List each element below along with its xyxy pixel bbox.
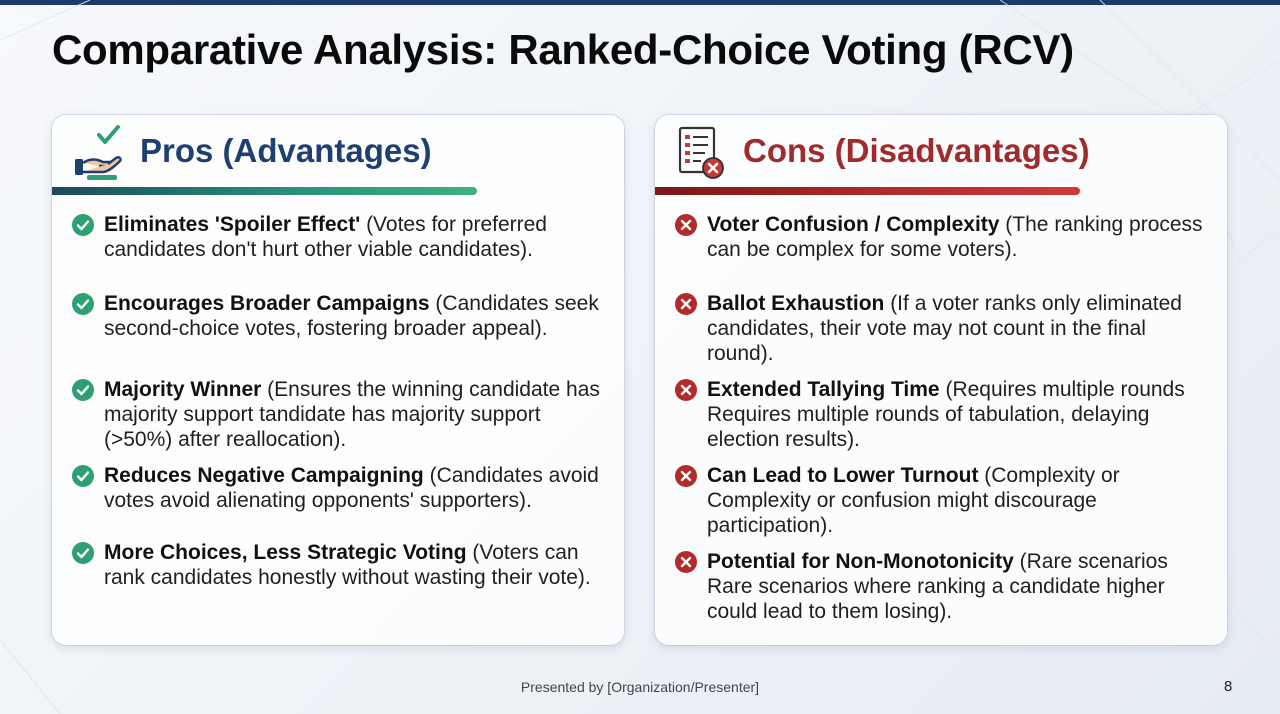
slide-title: Comparative Analysis: Ranked-Choice Voting (RCV): [52, 26, 1074, 73]
cons-item-detail: (Rare scenarios Rare scenarios where ranking a candidate higher could lead to them losing).: [707, 550, 1168, 623]
pros-item-detail: (Candidates avoid votes avoid alienating opponents' supporters).: [104, 464, 599, 512]
pros-item-title: Reduces Negative Campaigning: [104, 464, 424, 487]
cons-heading-underline: [655, 187, 1080, 195]
pros-item-detail: (Votes for preferred candidates don't hurt other viable candidates).: [104, 213, 547, 261]
check-circle-icon: [72, 379, 94, 401]
page-number: 8: [1224, 678, 1233, 695]
pros-item-detail: (Ensures the winning candidate has majority support tandidate has majority support (>50%) after reallocation).: [104, 378, 600, 451]
x-circle-icon: [675, 551, 697, 573]
cons-item-detail: (If a voter ranks only eliminated candidates, their vote may not count in the final round).: [707, 292, 1182, 365]
cons-item-title: Potential for Non-Monotonicity: [707, 550, 1014, 573]
cons-item-detail: (The ranking process can be complex for some voters).: [707, 213, 1203, 261]
x-circle-icon: [675, 379, 697, 401]
pros-item-detail: (Candidates seek second-choice votes, fostering broader appeal).: [104, 292, 599, 340]
cons-card: [655, 115, 1227, 645]
check-circle-icon: [72, 465, 94, 487]
x-circle-icon: [675, 293, 697, 315]
pros-item-title: Majority Winner: [104, 378, 262, 401]
cons-item-detail: (Requires multiple rounds Requires multiple rounds of tabulation, delaying election results).: [707, 378, 1185, 451]
cons-item-title: Ballot Exhaustion: [707, 292, 885, 315]
check-circle-icon: [72, 293, 94, 315]
checklist-document-with-x-icon: [675, 125, 727, 181]
pros-heading: Pros (Advantages): [140, 132, 432, 169]
x-circle-icon: [675, 465, 697, 487]
check-circle-icon: [72, 214, 94, 236]
pros-heading-underline: [52, 187, 477, 195]
cons-item-detail: (Complexity or Complexity or confusion might discourage participation).: [707, 464, 1120, 537]
cons-item-title: Extended Tallying Time: [707, 378, 940, 401]
pros-item-title: More Choices, Less Strategic Voting: [104, 541, 467, 564]
pros-item-detail: (Voters can rank candidates honestly without wasting their vote).: [104, 541, 591, 589]
cons-heading: Cons (Disadvantages): [743, 132, 1090, 169]
pros-item-title: Encourages Broader Campaigns: [104, 292, 430, 315]
x-circle-icon: [675, 214, 697, 236]
pros-item-title: Eliminates 'Spoiler Effect': [104, 213, 361, 236]
check-circle-icon: [72, 542, 94, 564]
slide-footer: Presented by [Organization/Presenter]: [520, 679, 760, 695]
cons-item-title: Can Lead to Lower Turnout: [707, 464, 979, 487]
pros-card: [52, 115, 624, 645]
cons-item-title: Voter Confusion / Complexity: [707, 213, 1000, 236]
hand-with-checkmark-icon: [72, 125, 124, 181]
